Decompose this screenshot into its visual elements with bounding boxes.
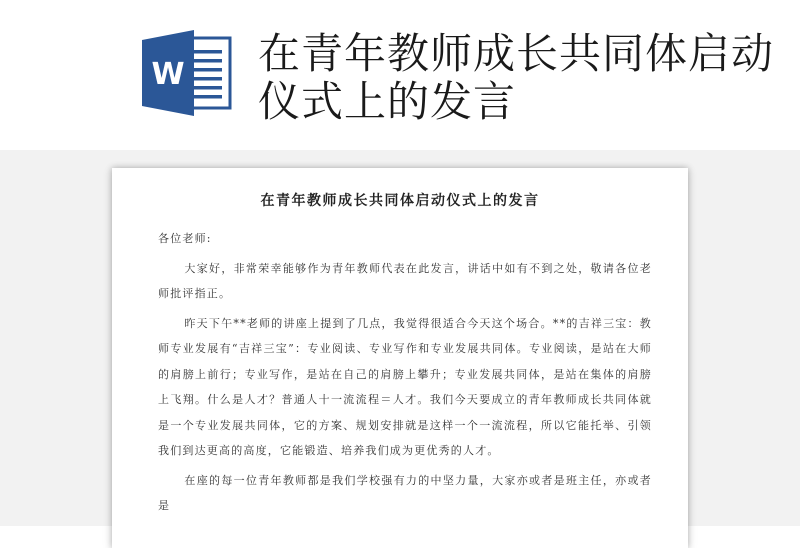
paragraph-3: 在座的每一位青年教师都是我们学校强有力的中坚力量，大家亦或者是班主任，亦或者是 bbox=[158, 473, 652, 512]
header-banner bbox=[0, 0, 800, 150]
document-title: 在青年教师成长共同体启动仪式上的发言 bbox=[260, 193, 540, 209]
page-title: 在青年教师成长共同体启动仪式上的发言 bbox=[258, 29, 775, 126]
paragraph-2: 昨天下午**老师的讲座上提到了几点，我觉得很适合今天这个场合。**的吉祥三宝：教师专业发展有“吉祥三宝”：专业阅读、专业写作和专业发展共同体。专业阅读，是站在大师的肩膀上前行；专业写作，是站在自己的肩膀上攀升；专业发展共同体，是站在集体的肩膀上飞翔。什么是人才？普通人十一流流程＝人才。我们今天要成立的青年教师成长共同体就是一个专业发展共同体，它的方案、规划安排就是这样一个一流流程，所以它能托举、引领我们到达更高的高度，它能锻造、培养我们成为更优秀的人才。 bbox=[158, 316, 652, 457]
word-logo-letter: W bbox=[151, 57, 185, 92]
document-page bbox=[112, 168, 688, 548]
salutation: 各位老师: bbox=[158, 232, 212, 245]
word-document-icon bbox=[142, 30, 234, 116]
document-body bbox=[158, 226, 652, 523]
paragraph-1: 大家好，非常荣幸能够作为青年教师代表在此发言，讲话中如有不到之处，敬请各位老师批评指正。 bbox=[158, 261, 652, 300]
